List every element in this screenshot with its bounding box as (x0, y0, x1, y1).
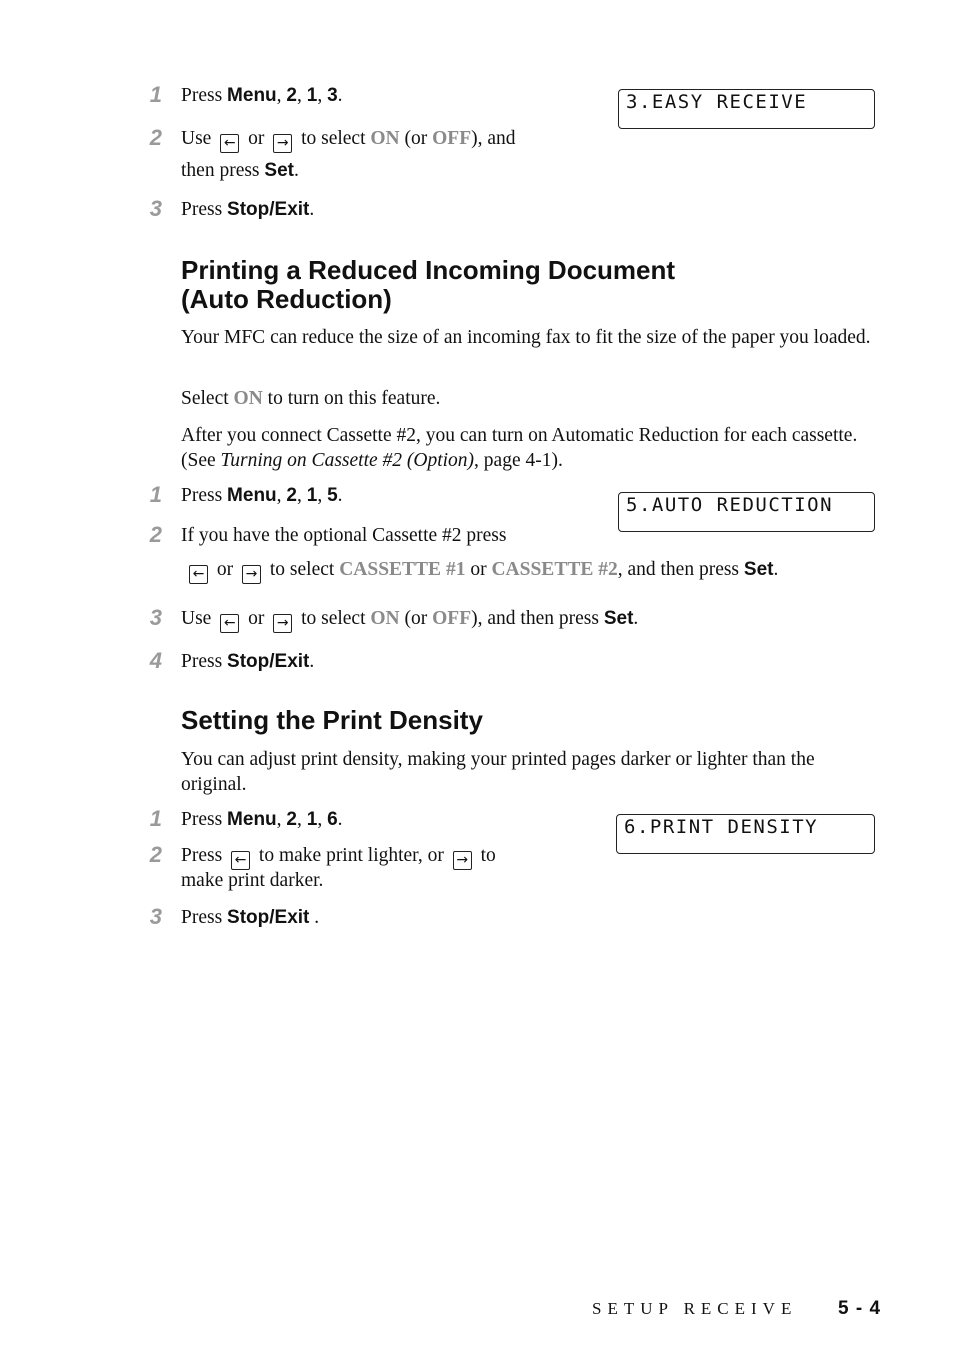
step-text: Press Stop/Exit. (181, 199, 315, 220)
step-text: Press Menu, 2, 1, 5. (181, 485, 343, 506)
paragraph: Select ON to turn on this feature. (181, 388, 441, 409)
left-arrow-key-icon: ← (231, 851, 250, 870)
section-heading: Printing a Reduced Incoming Document (Auto Reduction) (181, 255, 676, 314)
lcd-display-print-density: 6.PRINT DENSITY (616, 814, 875, 854)
lcd-display-auto-reduction: 5.AUTO REDUCTION (618, 492, 875, 532)
step-text: Press Menu, 2, 1, 3. (181, 85, 343, 106)
step-number: 1 (149, 82, 162, 107)
step-text: Press Stop/Exit . (181, 907, 320, 928)
step-text: Press ← to make print lighter, or → to (181, 845, 496, 868)
step-text: Press Menu, 2, 1, 6. (181, 809, 343, 830)
step-text-continued: ← or → to select CASSETTE #1 or CASSETTE #2, and then press Set. (185, 558, 778, 584)
step-text: Press Stop/Exit. (181, 651, 315, 672)
left-arrow-key-icon: ← (220, 614, 239, 633)
step-number: 2 (149, 125, 162, 150)
step-number: 3 (149, 904, 162, 929)
page-number: 5 - 4 (838, 1298, 882, 1319)
left-arrow-key-icon: ← (189, 565, 208, 584)
section-heading: Setting the Print Density (181, 705, 483, 735)
step-number: 3 (149, 196, 162, 221)
step-number: 4 (149, 648, 162, 673)
step-number: 3 (149, 605, 162, 630)
paragraph: Your MFC can reduce the size of an incoming fax to fit the size of the paper you loaded. (181, 327, 871, 348)
right-arrow-key-icon: → (273, 614, 292, 633)
lcd-display-easy-receive: 3.EASY RECEIVE (618, 89, 875, 129)
step-number: 1 (149, 482, 162, 507)
step-number: 1 (149, 806, 162, 831)
footer-chapter-title: SETUP RECEIVE (592, 1299, 798, 1318)
right-arrow-key-icon: → (273, 134, 292, 153)
step-number: 2 (149, 842, 162, 867)
right-arrow-key-icon: → (242, 565, 261, 584)
step-text: Use ← or → to select ON (or OFF), and (181, 128, 516, 151)
step-text-continued: make print darker. (181, 870, 324, 891)
step-text-continued: then press Set. (181, 160, 299, 181)
right-arrow-key-icon: → (453, 851, 472, 870)
step-number: 2 (149, 522, 162, 547)
left-arrow-key-icon: ← (220, 134, 239, 153)
step-text: If you have the optional Cassette #2 press (181, 525, 507, 546)
step-text: Use ← or → to select ON (or OFF), and then press Set. (181, 608, 639, 631)
paragraph: You can adjust print density, making your printed pages darker or lighter than the original. (181, 749, 815, 795)
paragraph: After you connect Cassette #2, you can turn on Automatic Reduction for each cassette. (See Turning on Cassette #2 (Option), page 4-1). (181, 425, 858, 471)
